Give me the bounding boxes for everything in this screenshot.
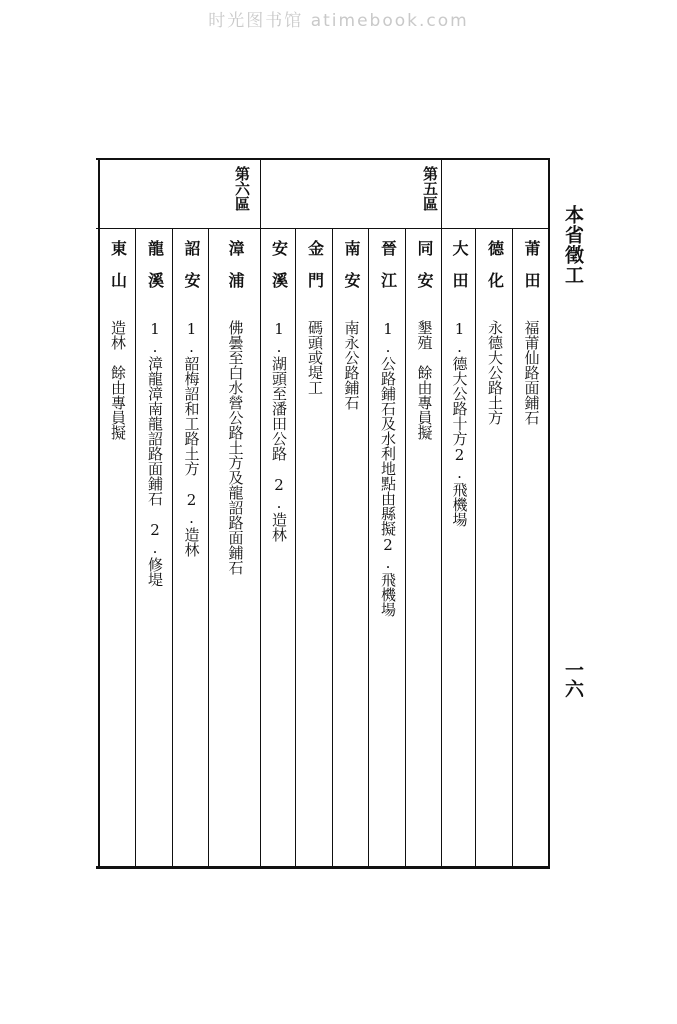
column-rule bbox=[475, 228, 476, 866]
county-name: 漳 浦 bbox=[226, 240, 245, 288]
column-rule bbox=[512, 228, 513, 866]
county-name: 詔 安 bbox=[182, 240, 201, 288]
project-text: 墾殖 餘由專員擬 bbox=[415, 320, 434, 440]
column-rule bbox=[135, 228, 136, 866]
table-bottom-rule bbox=[96, 866, 550, 869]
project-text: 南永公路鋪石 bbox=[342, 320, 361, 410]
project-text: 佛曇至白水營公路土方及龍詔路面鋪石 bbox=[226, 320, 245, 575]
project-text: 1.漳龍漳南龍詔路面鋪石 2.修堤 bbox=[146, 320, 164, 587]
county-name: 德 化 bbox=[485, 240, 505, 288]
county-name: 大 田 bbox=[450, 240, 469, 288]
project-text: 1.德大公路十方2.飛機場 bbox=[450, 320, 469, 527]
project-text: 永德大公路土方 bbox=[486, 320, 504, 425]
county-name: 晉 江 bbox=[378, 240, 398, 288]
county-name: 莆 田 bbox=[522, 240, 541, 288]
column-rule bbox=[172, 228, 173, 866]
county-name: 安 溪 bbox=[269, 240, 289, 288]
county-name: 金 門 bbox=[305, 240, 325, 288]
project-text: 福莆仙路面鋪石 bbox=[522, 320, 541, 425]
column-rule bbox=[441, 158, 442, 866]
column-rule bbox=[405, 228, 406, 866]
column-rule bbox=[368, 228, 369, 866]
project-text: 1.公路鋪石及水利地點由縣擬2.飛機場 bbox=[379, 320, 397, 617]
project-text: 1.湖頭至潘田公路 2.造林 bbox=[270, 320, 288, 542]
project-text: 碼頭或堤工 bbox=[306, 320, 324, 395]
watermark: 时光图书馆 atimebook.com bbox=[208, 11, 469, 31]
column-rule bbox=[98, 158, 100, 866]
column-rule bbox=[332, 228, 333, 866]
header-rule bbox=[96, 228, 550, 229]
column-rule bbox=[548, 158, 550, 866]
table-top-rule bbox=[96, 158, 550, 160]
project-text: 1.韶梅詔和工路土方 2.造林 bbox=[182, 320, 201, 557]
county-name: 南 安 bbox=[342, 240, 361, 288]
county-name: 同 安 bbox=[415, 240, 434, 288]
page-number: 一六 bbox=[562, 660, 584, 698]
district-label: 第六區 bbox=[233, 166, 251, 211]
district-label: 第五區 bbox=[421, 166, 439, 211]
county-name: 龍 溪 bbox=[145, 240, 165, 288]
project-text: 造林 餘由專員擬 bbox=[109, 320, 127, 440]
county-name: 東 山 bbox=[108, 240, 128, 288]
column-rule bbox=[208, 228, 209, 866]
column-rule bbox=[260, 158, 261, 866]
column-rule bbox=[295, 228, 296, 866]
running-title: 本省徵工 bbox=[562, 205, 584, 285]
